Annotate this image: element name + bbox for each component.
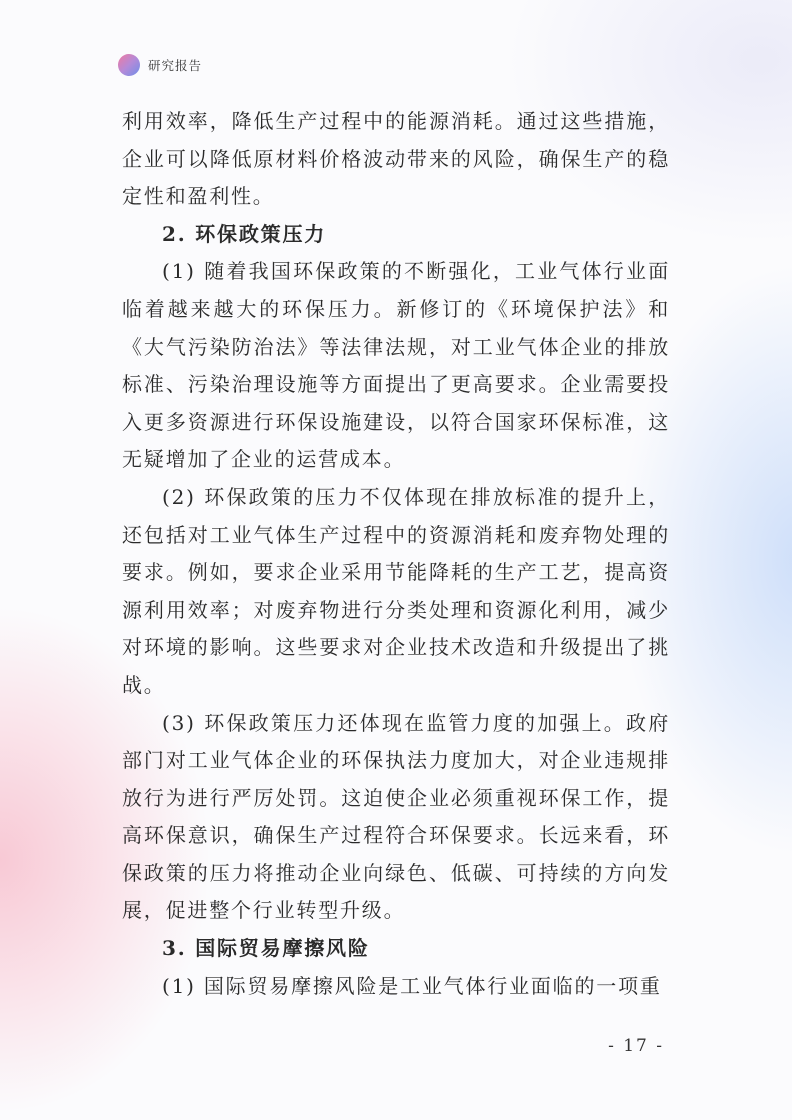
paragraph-environmental-2: (2) 环保政策的压力不仅体现在排放标准的提升上，还包括对工业气体生产过程中的资源消耗和废弃物处理的要求。例如，要求企业采用节能降耗的生产工艺，提高资源利用效率；对废弃物进行分类处理和资源化利用，减少对环境的影响。这些要求对企业技术改造和升级提出了挑战。 (122, 484, 670, 697)
paragraph-trade-1: (1) 国际贸易摩擦风险是工业气体行业面临的一项重 (162, 973, 662, 998)
paragraph-environmental-3: (3) 环保政策压力还体现在监管力度的加强上。政府部门对工业气体企业的环保执法力度加大，对企业违规排放行为进行严厉处罚。这迫使企业必须重视环保工作，提高环保意识，确保生产过程符合环保要求。长远来看，环保政策的压力将推动企业向绿色、低碳、可持续的方向发展，促进整个行业转型升级。 (122, 710, 670, 923)
section-heading-environmental-policy: 2. 环保政策压力 (162, 221, 327, 246)
header-label: 研究报告 (148, 58, 203, 73)
section-heading-trade-friction: 3. 国际贸易摩擦风险 (162, 936, 370, 961)
page-number: - 17 - (608, 1036, 664, 1056)
paragraph-environmental-1: (1) 随着我国环保政策的不断强化，工业气体行业面临着越来越大的环保压力。新修订的《环境保护法》和《大气污染防治法》等法律法规，对工业气体企业的排放标准、污染治理设施等方面提出了更高要求。企业需要投入更多资源进行环保设施建设，以符合国家环保标准，这无疑增加了企业的运营成本。 (122, 259, 670, 472)
page-header (118, 54, 202, 76)
paragraph-continuation: 利用效率，降低生产过程中的能源消耗。通过这些措施，企业可以降低原材料价格波动带来的风险，确保生产的稳定性和盈利性。 (122, 109, 670, 209)
report-body (122, 103, 670, 1005)
report-logo-icon (118, 54, 140, 76)
